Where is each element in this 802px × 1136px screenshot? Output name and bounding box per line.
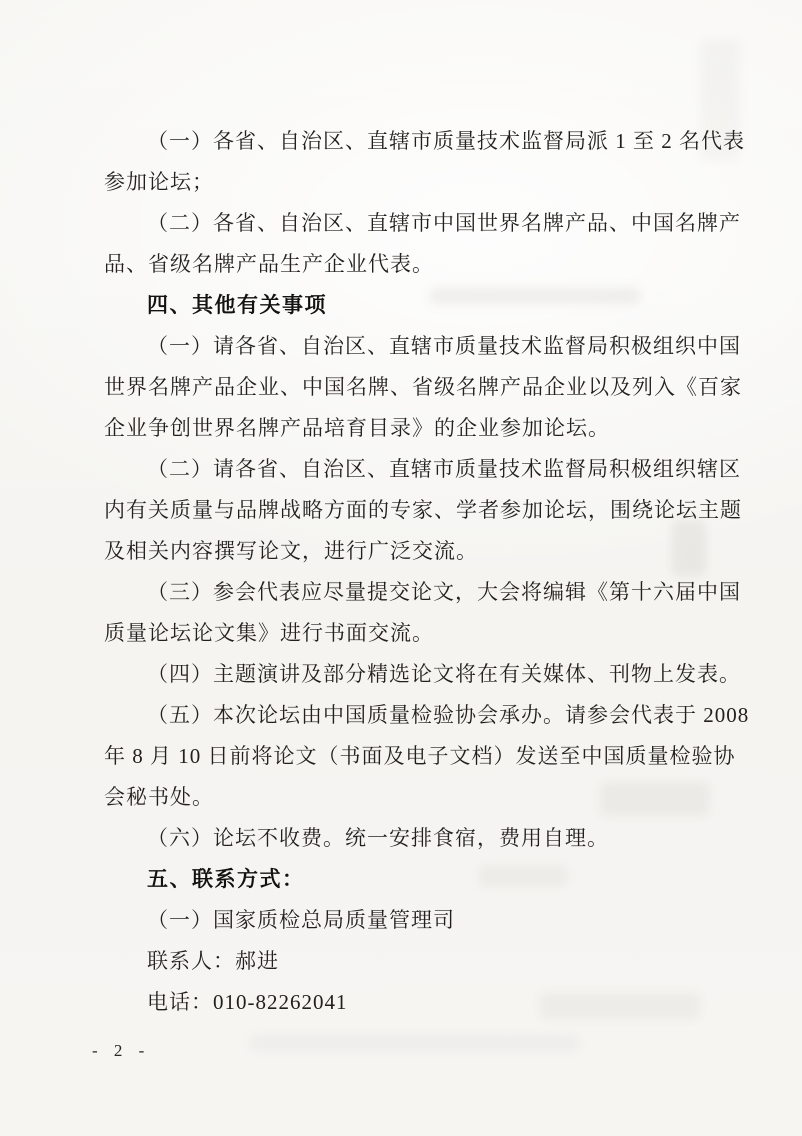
text-line: 电话：010-82262041 xyxy=(147,990,348,1014)
text-line: （二）请各省、自治区、直辖市质量技术监督局积极组织辖区 xyxy=(147,457,741,481)
text-line: （三）参会代表应尽量提交论文，大会将编辑《第十六届中国 xyxy=(147,580,741,604)
text-line: 内有关质量与品牌战略方面的专家、学者参加论坛，围绕论坛主题 xyxy=(104,498,742,522)
text-line: 及相关内容撰写论文，进行广泛交流。 xyxy=(104,539,478,563)
text-line: （六）论坛不收费。统一安排食宿，费用自理。 xyxy=(147,826,609,850)
text-line: （二）各省、自治区、直辖市中国世界名牌产品、中国名牌产 xyxy=(147,211,741,235)
text-line: 品、省级名牌产品生产企业代表。 xyxy=(104,252,434,276)
text-line: （一）各省、自治区、直辖市质量技术监督局派 1 至 2 名代表 xyxy=(147,129,745,153)
scan-artifact xyxy=(250,1035,580,1051)
section-heading: 五、联系方式： xyxy=(147,867,305,891)
text-line: 会秘书处。 xyxy=(104,785,214,809)
text-line: （一）国家质检总局质量管理司 xyxy=(147,908,455,932)
document-body xyxy=(104,121,750,1023)
section-heading: 四、其他有关事项 xyxy=(147,293,327,317)
text-line: 年 8 月 10 日前将论文（书面及电子文档）发送至中国质量检验协 xyxy=(104,744,736,768)
text-line: （一）请各省、自治区、直辖市质量技术监督局积极组织中国 xyxy=(147,334,741,358)
text-line: 企业争创世界名牌产品培育目录》的企业参加论坛。 xyxy=(104,416,610,440)
text-line: （五）本次论坛由中国质量检验协会承办。请参会代表于 2008 xyxy=(147,703,750,727)
text-line: 参加论坛； xyxy=(104,170,214,194)
text-line: 联系人：郝进 xyxy=(147,949,279,973)
page-number: - 2 - xyxy=(92,1041,151,1060)
text-line: （四）主题演讲及部分精选论文将在有关媒体、刊物上发表。 xyxy=(147,662,741,686)
text-line: 质量论坛论文集》进行书面交流。 xyxy=(104,621,434,645)
text-line: 世界名牌产品企业、中国名牌、省级名牌产品企业以及列入《百家 xyxy=(104,375,742,399)
